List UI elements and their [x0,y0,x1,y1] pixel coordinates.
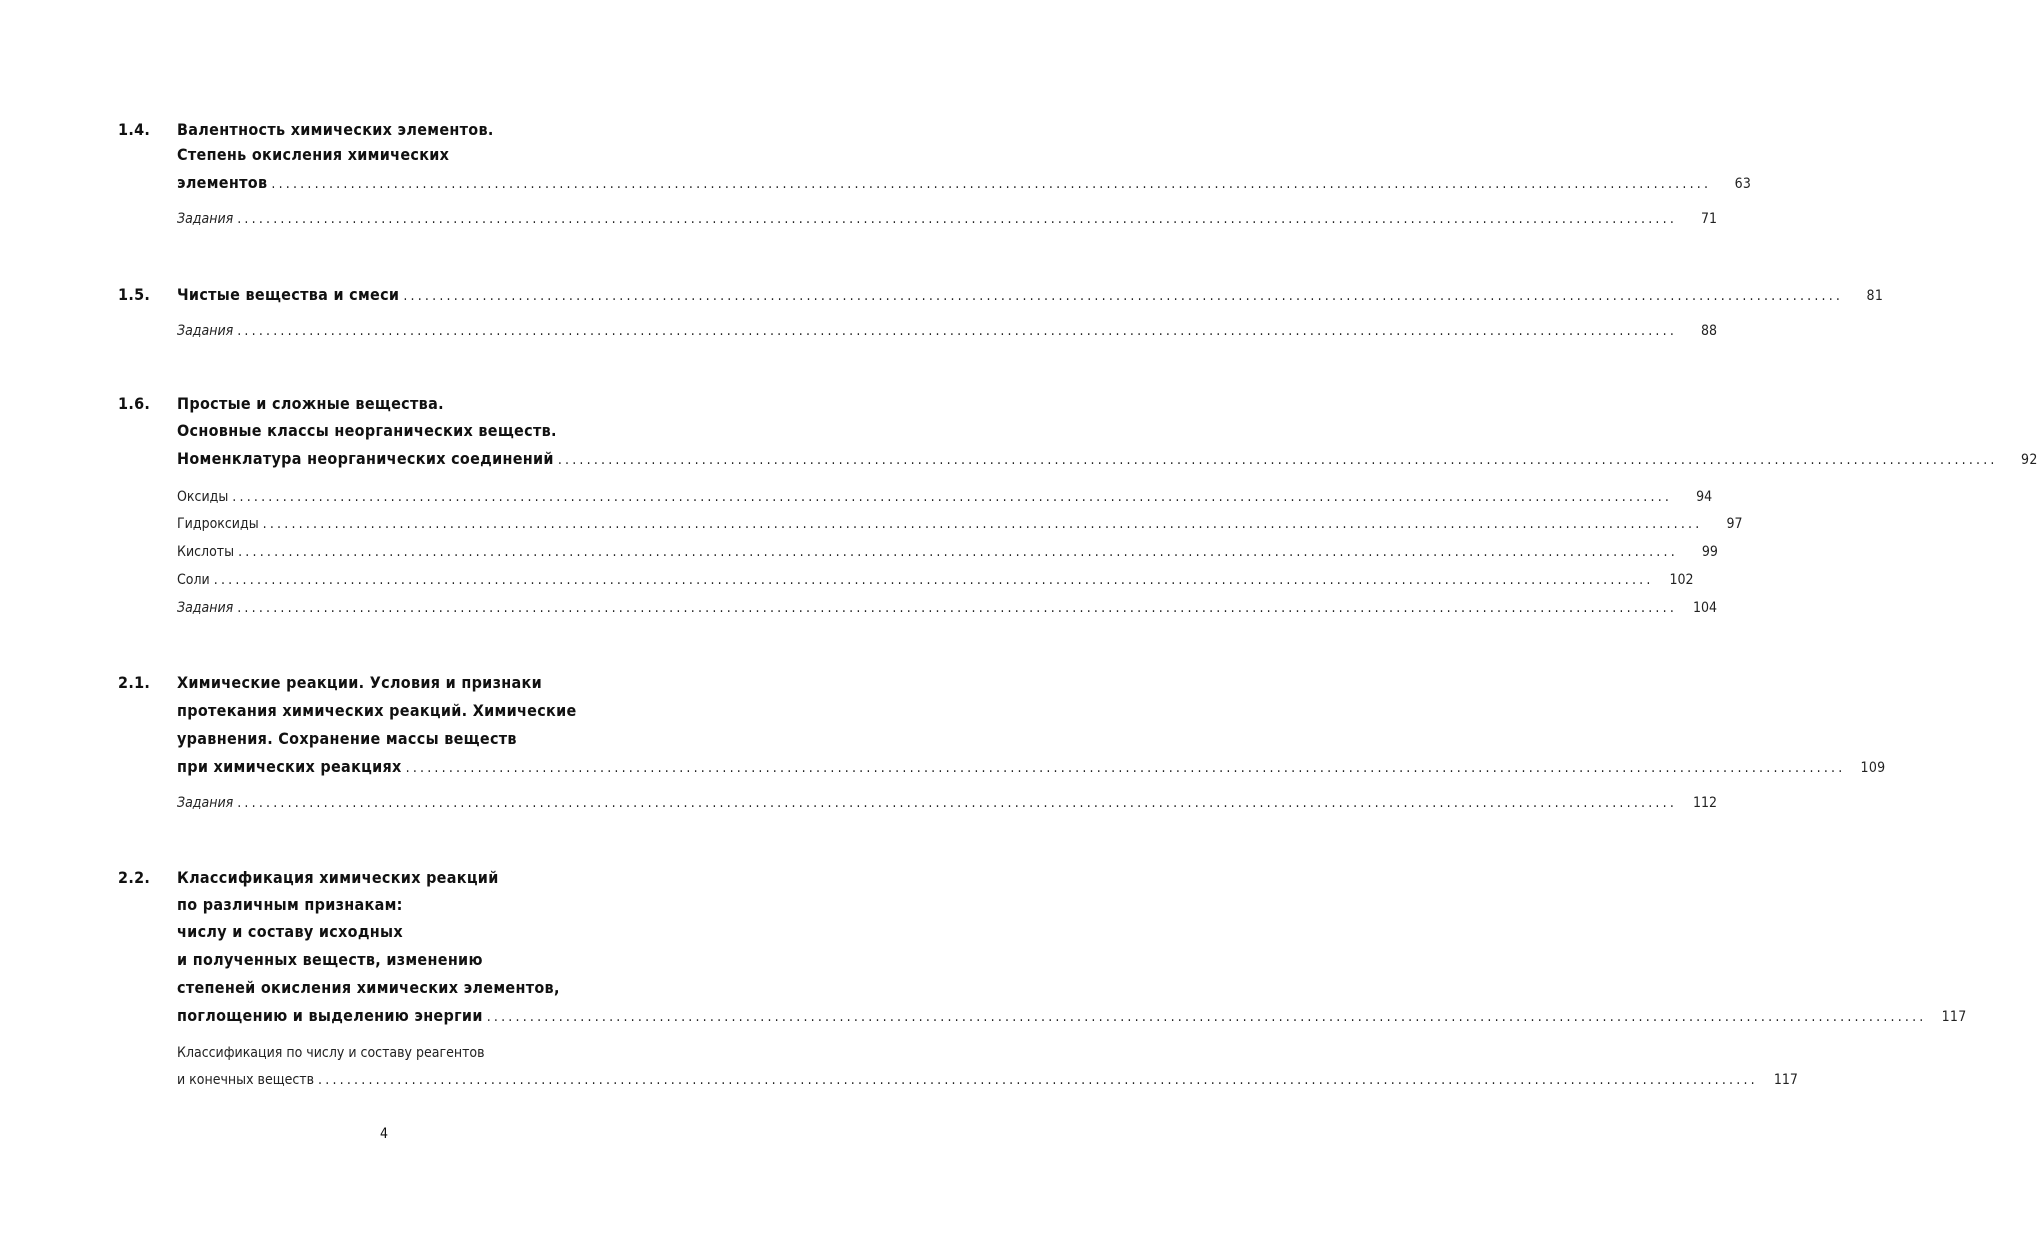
toc-entry-title-text: Степень окисления химических [177,145,450,164]
toc-entry-title-page: 109 [1860,760,1886,776]
toc-subentry[interactable] [177,540,1718,564]
toc-subentry[interactable] [177,568,1694,592]
toc-entry-title[interactable] [177,893,691,917]
toc-subentry[interactable] [177,596,1718,620]
toc-entry-title[interactable] [177,671,691,695]
toc-subentry-page: 88 [1701,323,1718,339]
toc-subentry[interactable] [177,1041,691,1065]
toc-entry-title[interactable] [177,866,691,890]
dot-leader: ........................................................................................................................................................................................................ [557,452,1998,468]
toc-entry-title-page: 81 [1866,288,1884,304]
toc-subentry-text: Задания [177,600,234,616]
toc-subentry-page: 102 [1669,572,1694,588]
dot-leader: ........................................................................................................................................................................................................ [262,516,1703,532]
toc-subentry-text: Задания [177,323,234,339]
toc-entry-title[interactable] [177,755,1886,780]
toc-subentry[interactable] [177,512,1743,536]
dot-leader: ........................................................................................................................................................................................................ [405,760,1846,776]
toc-entry-title-text: Простые и сложные вещества. [177,394,444,413]
toc-subentry-page: 97 [1726,516,1743,532]
toc-subentry[interactable] [177,485,1713,509]
toc-entry-title[interactable] [177,920,691,944]
toc-entry-title-text: Чистые вещества и смеси [177,285,400,304]
toc-entry-title-text: и полученных веществ, изменению [177,950,483,969]
dot-leader: ........................................................................................................................................................................................................ [237,211,1678,227]
dot-leader: ........................................................................................................................................................................................................ [237,795,1678,811]
toc-subentry-text: и конечных веществ [177,1072,315,1088]
toc-entry-title[interactable] [177,447,2038,472]
section-number: 1.4. [118,120,151,139]
dot-leader: ........................................................................................................................................................................................................ [237,600,1678,616]
toc-entry-title[interactable] [177,283,1884,308]
toc-entry-title[interactable] [177,1004,1967,1029]
toc-entry-title-text: Основные классы неорганических веществ. [177,421,557,440]
toc-subentry-text: Гидроксиды [177,516,259,532]
toc-entry-title[interactable] [177,727,691,751]
toc-entry-title[interactable] [177,143,691,167]
toc-entry-title-text: числу и составу исходных [177,922,403,941]
dot-leader: ........................................................................................................................................................................................................ [318,1072,1758,1088]
toc-subentry-page: 104 [1692,600,1718,616]
toc-subentry-page: 71 [1701,211,1718,227]
toc-entry-title-text: поглощению и выделению энергии [177,1006,483,1025]
toc-entry-title-text: элементов [177,173,268,192]
toc-entry-title-text: Классификация химических реакций [177,868,499,887]
toc-subentry-text: Классификация по числу и составу реагентов [177,1045,485,1061]
toc-entry-title-text: уравнения. Сохранение массы веществ [177,729,517,748]
section-number: 2.1. [118,673,151,692]
dot-leader: ........................................................................................................................................................................................................ [486,1009,1927,1025]
toc-subentry[interactable] [177,1068,1798,1092]
toc-subentry-text: Соли [177,572,210,588]
toc-entry-title-text: Химические реакции. Условия и признаки [177,673,542,692]
toc-subentry-text: Задания [177,795,234,811]
toc-subentry-page: 112 [1692,795,1718,811]
toc-subentry[interactable] [177,207,1718,231]
toc-entry-title-page: 92 [2021,452,2038,468]
dot-leader: ........................................................................................................................................................................................................ [232,489,1673,505]
section-number: 1.5. [118,285,151,304]
toc-entry-title[interactable] [177,948,691,972]
dot-leader: ........................................................................................................................................................................................................ [237,323,1678,339]
dot-leader: ........................................................................................................................................................................................................ [213,572,1654,588]
dot-leader: ........................................................................................................................................................................................................ [238,544,1678,560]
toc-entry-title-text: по различным признакам: [177,895,403,914]
toc-entry-title-page: 117 [1941,1009,1967,1025]
toc-subentry[interactable] [177,319,1718,343]
toc-entry-title-text: при химических реакциях [177,757,402,776]
toc-subentry-text: Кислоты [177,544,235,560]
section-number: 2.2. [118,868,151,887]
toc-subentry[interactable] [177,791,1718,815]
toc-subentry-text: Оксиды [177,489,229,505]
toc-subentry-text: Задания [177,211,234,227]
toc-entry-title-page: 63 [1734,176,1752,192]
toc-subentry-page: 94 [1696,489,1713,505]
section-number: 1.6. [118,394,151,413]
toc-entry-title-text: Валентность химических элементов. [177,120,494,139]
dot-leader: ........................................................................................................................................................................................................ [271,176,1712,192]
toc-subentry-page: 99 [1701,544,1718,560]
toc-entry-title[interactable] [177,419,691,443]
toc-entry-title[interactable] [177,171,1752,196]
toc-entry-title-text: Номенклатура неорганических соединений [177,449,554,468]
dot-leader: ........................................................................................................................................................................................................ [403,288,1844,304]
toc-subentry-page: 117 [1773,1072,1798,1088]
toc-entry-title[interactable] [177,118,691,142]
toc-entry-title-text: степеней окисления химических элементов, [177,978,560,997]
page-number: 4 [379,1126,388,1142]
toc-entry-title[interactable] [177,699,691,723]
toc-entry-title[interactable] [177,392,691,416]
toc-entry-title-text: протекания химических реакций. Химические [177,701,577,720]
toc-entry-title[interactable] [177,976,691,1000]
